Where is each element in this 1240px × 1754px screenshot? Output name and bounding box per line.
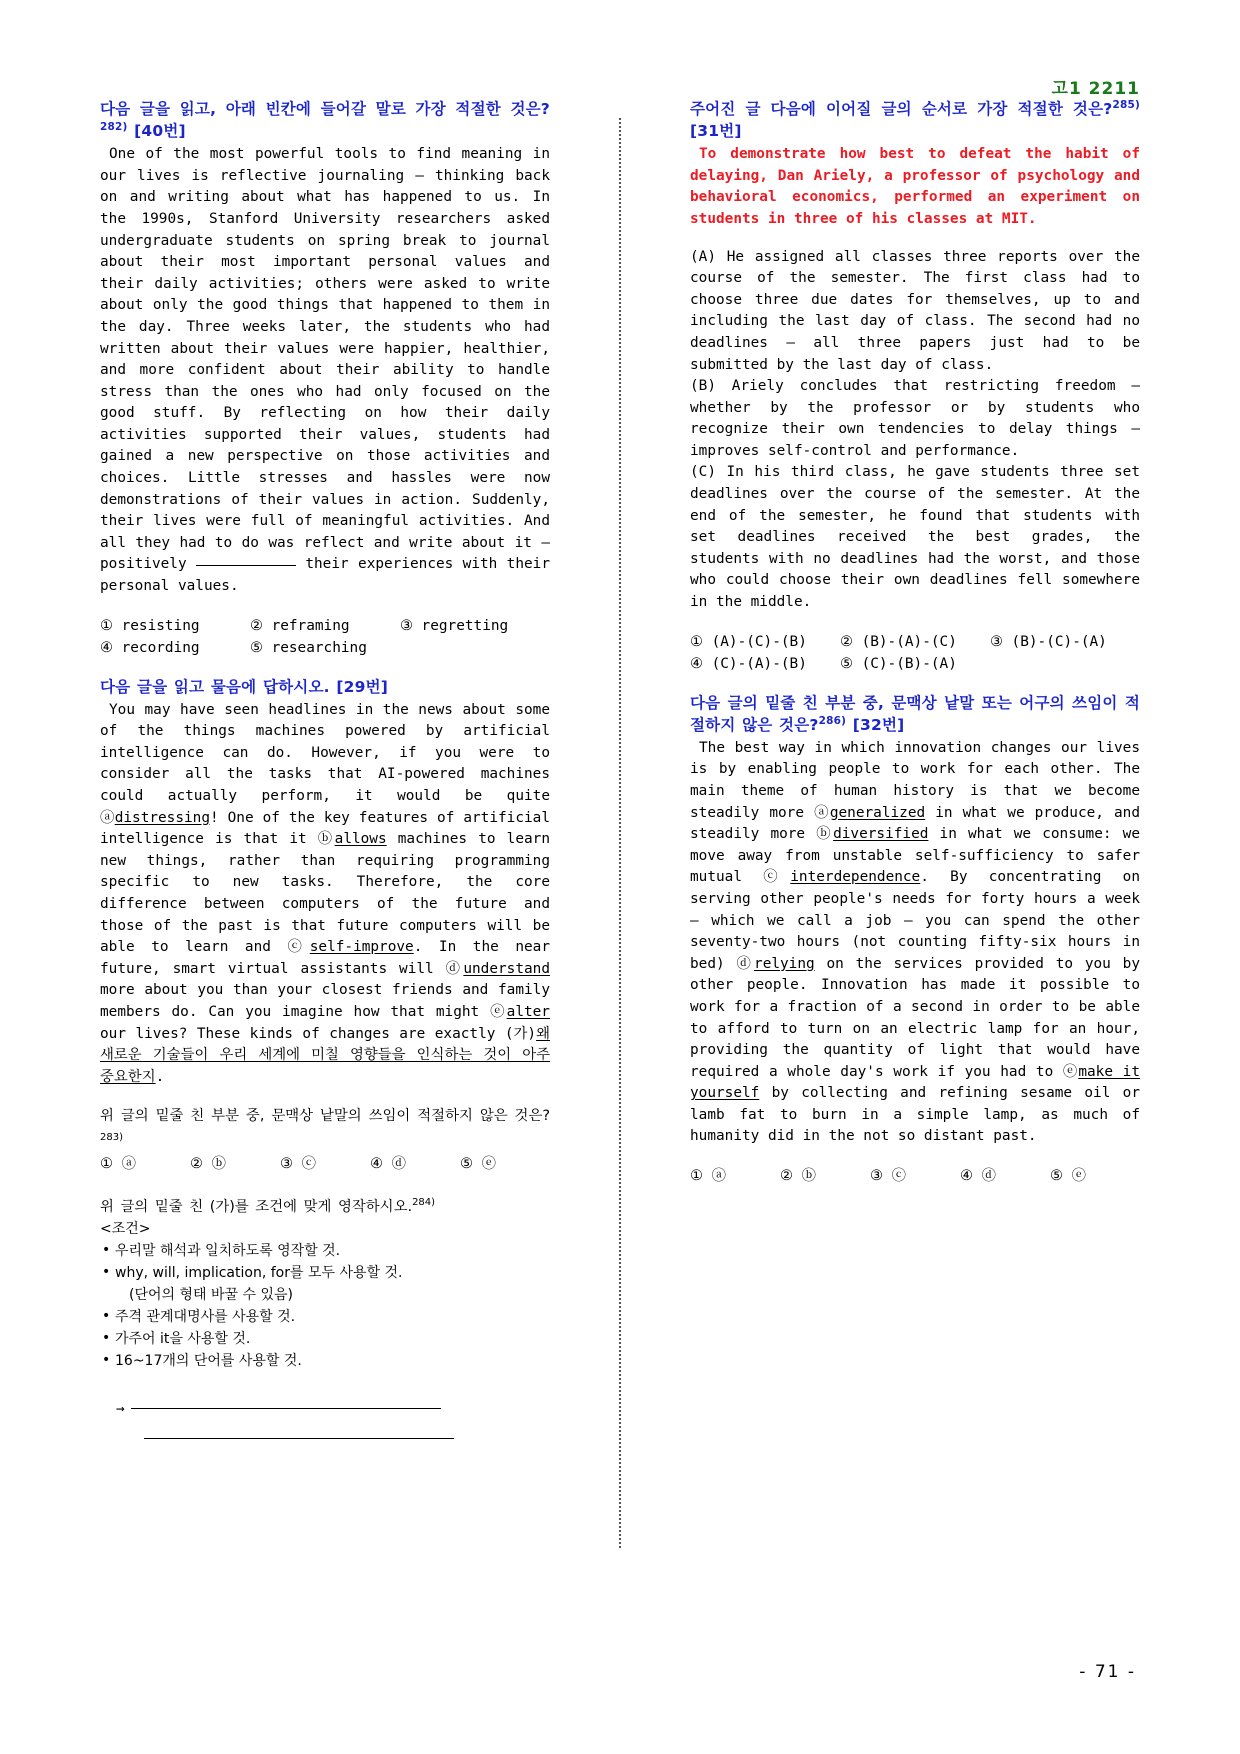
underlined-segment: interdependence bbox=[790, 869, 921, 886]
answer-row-first[interactable] bbox=[116, 1394, 550, 1424]
underlined-segment: self-improve bbox=[309, 939, 414, 956]
choice-number: ⑤ bbox=[460, 1156, 473, 1173]
choice-item[interactable] bbox=[870, 1165, 960, 1187]
condition-item bbox=[100, 1240, 550, 1262]
page-number: - 71 - bbox=[1079, 1662, 1136, 1682]
choice-marker: ⓓ bbox=[736, 955, 755, 972]
choice-label: ⓓ bbox=[981, 1168, 996, 1185]
q32-choices bbox=[690, 1165, 1140, 1187]
choice-number: ③ bbox=[870, 1168, 883, 1185]
question-heading-31 bbox=[690, 98, 1140, 142]
condition-title: <조건> bbox=[100, 1220, 151, 1237]
choice-item[interactable] bbox=[280, 1153, 370, 1175]
q283-prompt bbox=[100, 1105, 550, 1153]
condition-item bbox=[100, 1306, 550, 1328]
divider-line bbox=[619, 118, 621, 1548]
choice-number: ③ bbox=[280, 1156, 293, 1173]
choice-marker: ⓐ bbox=[100, 809, 115, 826]
choice-label: ⓐ bbox=[711, 1168, 726, 1185]
choice-number: ④ bbox=[690, 655, 703, 672]
q40-passage-part2: their experiences with their personal values. bbox=[100, 556, 551, 595]
underlined-segment: diversified bbox=[833, 826, 929, 843]
passage-text: . bbox=[155, 1068, 165, 1085]
passage-text: ! One of the key features of artificial intelligence is that it bbox=[100, 809, 550, 848]
q32-footnote-number: 286) bbox=[818, 714, 847, 727]
condition-text: 가주어 it을 사용할 것. bbox=[115, 1330, 251, 1347]
choice-item[interactable] bbox=[190, 1153, 280, 1175]
choice-item[interactable] bbox=[840, 631, 990, 653]
choice-item[interactable] bbox=[840, 653, 990, 675]
condition-item bbox=[100, 1328, 550, 1350]
q32-passage bbox=[690, 738, 1140, 1148]
choice-number: ③ bbox=[989, 633, 1003, 650]
question-heading-40 bbox=[100, 98, 550, 142]
passage-text: machines to learn new things, rather than requiring programming specific to new tasks. Therefore, the core difference between computers of the future and those of the past is that future computers will be able to learn and bbox=[100, 831, 550, 956]
choice-marker: ⓒ bbox=[287, 939, 310, 956]
choice-item[interactable] bbox=[460, 1153, 550, 1175]
blank-answer-line bbox=[196, 565, 296, 566]
choice-number: ② bbox=[780, 1168, 793, 1185]
answer-row-second[interactable] bbox=[116, 1424, 550, 1454]
right-column bbox=[690, 98, 1140, 1618]
question-heading-29: 다음 글을 읽고 물음에 답하시오. [29번] bbox=[100, 677, 389, 696]
q31-block-b: (B) Ariely concludes that restricting freedom — whether by the professor or by students who recognize their own tendencies to delay things — improves self-control and performance. bbox=[690, 378, 1140, 459]
passage-text: on the services provided to you by other people. Innovation has made it possible to work for a fraction of a second in order to be able to afford to turn on an electric lamp for an hour, providing the quantity of light that would have required a whole day's work if you had to bbox=[690, 955, 1140, 1080]
q31-footnote-number: 285) bbox=[1112, 99, 1140, 111]
q31-choices bbox=[690, 631, 1140, 675]
q40-footnote-number: 282) bbox=[100, 121, 128, 133]
choice-number: ① bbox=[690, 633, 703, 650]
choice-label: ⓓ bbox=[391, 1156, 406, 1173]
condition-text: 주격 관계대명사를 사용할 것. bbox=[115, 1308, 296, 1325]
passage-text: in what we produce, and steadily more bbox=[690, 804, 1140, 843]
condition-box bbox=[100, 1218, 550, 1372]
left-column bbox=[100, 98, 550, 1618]
choice-number: ② bbox=[190, 1156, 203, 1173]
underlined-segment: understand bbox=[463, 960, 550, 977]
choice-label: ⓑ bbox=[211, 1156, 226, 1173]
underlined-segment: 왜 새로운 기술들이 우리 세계에 미칠 영향들을 인식하는 것이 아주 중요한지 bbox=[100, 1025, 550, 1085]
choice-item[interactable] bbox=[690, 653, 840, 675]
choice-marker: ⓑ bbox=[317, 831, 335, 848]
q31-heading-text: 주어진 글 다음에 이어질 글의 순서로 가장 적절한 것은? bbox=[690, 100, 1113, 119]
condition-text: why, will, implication, for를 모두 사용할 것. bbox=[115, 1264, 403, 1281]
q283-footnote-number: 283) bbox=[100, 1132, 123, 1144]
condition-list bbox=[100, 1240, 550, 1372]
choice-label: ⓔ bbox=[481, 1156, 496, 1173]
choice-item[interactable] bbox=[250, 615, 400, 637]
choice-item[interactable] bbox=[1050, 1165, 1140, 1187]
choice-item[interactable] bbox=[400, 615, 550, 637]
passage-text: The best way in which innovation changes our lives is by enabling people to work for each other. The main theme of human history is that we become steadily more bbox=[690, 739, 1140, 821]
column-divider bbox=[550, 98, 690, 1618]
q40-choices bbox=[100, 615, 550, 659]
choice-label: researching bbox=[271, 639, 367, 656]
choice-label: (C)-(B)-(A) bbox=[861, 655, 957, 672]
choice-label: ⓑ bbox=[801, 1168, 816, 1185]
underlined-segment: alter bbox=[506, 1003, 550, 1020]
underlined-segment: relying bbox=[754, 955, 815, 972]
choice-number: ② bbox=[249, 617, 263, 634]
passage-text: our lives? These kinds of changes are exactly (가) bbox=[100, 1025, 537, 1042]
passage-text: . In the near future, smart virtual assistants will bbox=[100, 939, 550, 977]
passage-text: . By concentrating on serving other people's needs for forty hours a week — which we call a job — you can spend the other seventy-two hours (not counting fifty-six hours in bed) bbox=[690, 869, 1140, 972]
choice-item[interactable] bbox=[100, 637, 250, 659]
choice-label: ⓒ bbox=[301, 1156, 316, 1173]
choice-item[interactable] bbox=[370, 1153, 460, 1175]
underlined-segment: allows bbox=[334, 831, 387, 848]
choice-marker: ⓔ bbox=[490, 1003, 507, 1020]
choice-item[interactable] bbox=[780, 1165, 870, 1187]
answer-write-area[interactable] bbox=[100, 1394, 550, 1454]
choice-item[interactable] bbox=[100, 615, 250, 637]
choice-number: ⑤ bbox=[839, 655, 853, 672]
choice-number: ④ bbox=[100, 639, 113, 656]
choice-number: ② bbox=[839, 633, 853, 650]
q283-choices bbox=[100, 1153, 550, 1175]
q40-heading-text: 다음 글을 읽고, 아래 빈칸에 들어갈 말로 가장 적절한 것은? bbox=[100, 100, 550, 118]
choice-label: recording bbox=[121, 639, 200, 656]
passage-text: more about you than your closest friends and family members do. Can you imagine how that might bbox=[100, 982, 550, 1020]
q284-prompt-text: 위 글의 밑줄 친 (가)를 조건에 맞게 영작하시오. bbox=[100, 1198, 413, 1215]
choice-marker: ⓑ bbox=[816, 826, 834, 843]
q32-heading-tail: [32번] bbox=[846, 715, 905, 734]
condition-item bbox=[100, 1262, 550, 1306]
choice-item[interactable] bbox=[960, 1165, 1050, 1187]
q31-block-c: (C) In his third class, he gave students three set deadlines over the course of the semester. At the end of the semester, he found that students with set deadlines received the best grades, the students with no deadlines had the worst, and those who could choose their own deadlines fell somewhere in the middle. bbox=[690, 464, 1140, 611]
choice-label: ⓒ bbox=[891, 1168, 906, 1185]
choice-item[interactable] bbox=[250, 637, 400, 659]
choice-number: ① bbox=[690, 1168, 703, 1185]
q31-given-text: To demonstrate how best to defeat the habit of delaying, Dan Ariely, a professor of psychology and behavioral economics, performed an experiment on students in three of his classes at MIT. bbox=[690, 146, 1140, 227]
choice-label: resisting bbox=[121, 617, 200, 634]
passage-text: You may have seen headlines in the news about some of the things machines powered by artificial intelligence can do. However, if you were to consider all the tasks that AI-powered machines could actually perform, it would be quite bbox=[100, 701, 550, 804]
choice-number: ⑤ bbox=[249, 639, 263, 656]
choice-label: ⓔ bbox=[1071, 1168, 1086, 1185]
q284-footnote-number: 284) bbox=[412, 1197, 436, 1209]
condition-text: 우리말 해석과 일치하도록 영작할 것. bbox=[115, 1242, 341, 1259]
choice-item[interactable] bbox=[690, 1165, 780, 1187]
two-column-body bbox=[100, 98, 1140, 1618]
choice-label: reframing bbox=[271, 617, 350, 634]
choice-number: ④ bbox=[960, 1168, 973, 1185]
underlined-segment: generalized bbox=[829, 804, 926, 821]
choice-label: (B)-(C)-(A) bbox=[1011, 633, 1107, 650]
choice-label: ⓐ bbox=[121, 1156, 136, 1173]
condition-item bbox=[100, 1350, 550, 1372]
answer-rule[interactable] bbox=[131, 1408, 441, 1409]
q40-heading-tail: [40번] bbox=[127, 122, 186, 141]
question-heading-32 bbox=[690, 692, 1140, 736]
q31-block-a: (A) He assigned all classes three reports over the course of the semester. The first class had to choose three due dates for themselves, up to and including the last day of class. The second had no deadlines — all three papers just had to be submitted by the last day of class. bbox=[690, 248, 1140, 373]
answer-rule[interactable] bbox=[144, 1438, 454, 1439]
page-header-label: 고1 2211 bbox=[1051, 79, 1140, 99]
q40-passage-part1: One of the most powerful tools to find meaning in our lives is reflective journaling — thinking back on and writing about what has happened to us. In the 1990s, Stanford University researchers asked undergraduate students on spring break to journal about their most important personal values and their daily activities; others were asked to write about only the good things that happened to them in the day. Three weeks later, the students who had written about their values were happier, healthier, and more confident about their ability to handle stress than the ones who had only focused on the good stuff. By reflecting on how their daily activities supported their values, students had gained a new perspective on those activities and choices. Little stresses and hassles were now demonstrations of their values in action. Suddenly, their lives were full of meaningful activities. And all they had to do was reflect and write about it — positively bbox=[100, 146, 550, 573]
choice-item[interactable] bbox=[690, 631, 840, 653]
condition-text: 16~17개의 단어를 사용할 것. bbox=[115, 1352, 302, 1369]
q283-prompt-text: 위 글의 밑줄 친 부분 중, 문맥상 낱말의 쓰임이 적절하지 않은 것은? bbox=[100, 1108, 550, 1125]
choice-label: (C)-(A)-(B) bbox=[711, 655, 807, 672]
choice-item[interactable] bbox=[100, 1153, 190, 1175]
choice-number: ③ bbox=[399, 617, 413, 634]
choice-label: regretting bbox=[421, 617, 509, 634]
arrow-icon: → bbox=[116, 1400, 125, 1417]
underlined-segment: make it yourself bbox=[690, 1063, 1140, 1102]
q32-heading-text: 다음 글의 밑줄 친 부분 중, 문맥상 낱말 또는 어구의 쓰임이 적절하지 않은 것은? bbox=[690, 693, 1140, 734]
choice-number: ⑤ bbox=[1050, 1168, 1063, 1185]
choice-marker: ⓒ bbox=[763, 869, 791, 886]
q284-prompt bbox=[100, 1192, 550, 1218]
choice-label: (B)-(A)-(C) bbox=[861, 633, 957, 650]
choice-marker: ⓔ bbox=[1062, 1063, 1079, 1080]
passage-text: in what we consume: we move away from unstable self-sufficiency to safer mutual bbox=[690, 826, 1140, 886]
q29-passage bbox=[100, 700, 550, 1089]
passage-text: by collecting and refining sesame oil or lamb fat to burn in a simple lamp, as much of humanity did in the not so distant past. bbox=[690, 1085, 1140, 1145]
underlined-segment: distressing bbox=[114, 809, 211, 826]
choice-number: ④ bbox=[370, 1156, 383, 1173]
q31-heading-tail: [31번] bbox=[690, 122, 742, 141]
choice-label: (A)-(C)-(B) bbox=[711, 633, 807, 650]
choice-marker: ⓓ bbox=[445, 960, 464, 977]
choice-marker: ⓐ bbox=[814, 804, 830, 821]
q40-passage bbox=[100, 144, 550, 597]
choice-item[interactable] bbox=[990, 631, 1140, 653]
choice-number: ① bbox=[100, 617, 113, 634]
condition-subtext: (단어의 형태 바꿀 수 있음) bbox=[129, 1286, 293, 1303]
choice-number: ① bbox=[100, 1156, 113, 1173]
